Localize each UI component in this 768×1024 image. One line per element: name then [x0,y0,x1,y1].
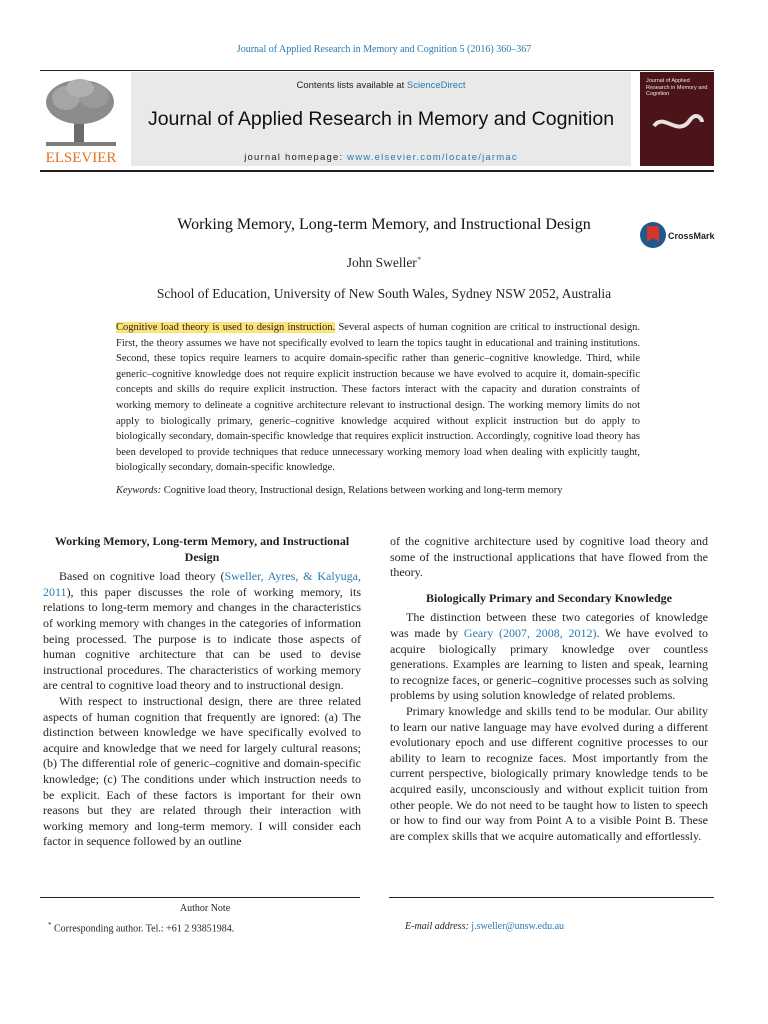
keywords-label: Keywords: [116,485,162,496]
journal-title: Journal of Applied Research in Memory and Cognition [147,108,615,130]
footnote-text: Corresponding author. Tel.: +61 2 93851984. [51,923,235,935]
header-bottom-rule [40,170,714,172]
corresponding-author-mark[interactable]: * [416,255,422,265]
contents-line [131,80,631,91]
author-note-heading: Author Note [179,903,231,914]
footnote-rule-left [40,897,360,898]
homepage-prefix: journal homepage: [244,152,348,163]
crossmark-label: CrossMark [668,231,715,241]
elsevier-tree-icon [40,74,122,166]
header-top-rule [40,70,714,71]
body-right-column [390,534,708,844]
author-affiliation: School of Education, University of New South Wales, Sydney NSW 2052, Australia [156,286,612,301]
article-title: Working Memory, Long-term Memory, and Instructional Design [177,216,591,233]
author-line [0,255,768,271]
abstract [116,320,640,476]
elsevier-wordmark: ELSEVIER [45,150,117,166]
contents-prefix: Contents lists available at [296,80,407,91]
left-paragraph-2: With respect to instructional design, there are three related aspects of human cognition that frequently are ignored: (a) The distinction between knowledge we have specifically evolved to acquire and knowledge that we need for largely cultural reasons; (b) The differential role of generic–cognitive and domain-specific knowledge; (c) The conditions under which instruction needs to be explicit. Each of these factors is important for their own reasons but they are related through their interaction with working memory and long-term memory. I will consider each factor in sequence followed by an outline [43,693,361,849]
cover-title: Journal of Applied Research in Memory and Cognition [646,78,708,97]
body-left-column [43,534,361,850]
section-heading-working-memory: Working Memory, Long-term Memory, and Instructional Design [54,534,350,564]
right-paragraph-1 [390,610,708,704]
right-paragraph-2: Primary knowledge and skills tend to be modular. Our ability to learn our native language may have evolved during a different evolutionary epoch and use different cognitive processes to our ability to learn to recognize faces. Most importantly from the current perspective, biologically primary knowledge tends to be acquired easily, unconsciously and without explicit tuition from other people. We do not need to be taught how to listen to speech or how to find our way from Point A to a visible Point B. These are complex skills that we acquire automatically and effortlessly. [390,703,708,843]
left-p1-text-a: Based on cognitive load theory ( [59,569,225,584]
elsevier-logo[interactable] [40,74,122,166]
left-p1-text-b: ), this paper discusses the role of working memory, its relations to long-term memory and changes in the characteristics of working memory with changes in the categories of information being processed. The purpose is to indicate those aspects of human cognitive architecture that can be used to devise instructional procedures. The characteristics of working memory are central to cognitive load theory and to instructional design. [43,584,361,693]
author-name: John Sweller [346,255,417,270]
journal-citation[interactable]: Journal of Applied Research in Memory and Cognition 5 (2016) 360–367 [236,44,532,55]
footnote-mark: * [48,921,52,929]
journal-homepage [131,152,631,163]
right-p1-text-a: The distinction between these two categories of knowledge was made by [390,610,708,640]
section-heading-primary-secondary: Biologically Primary and Secondary Knowledge [426,590,672,605]
cover-ribbon-icon [650,108,706,138]
reference-link-geary[interactable]: Geary (2007, 2008, 2012) [463,625,597,640]
keywords-list: Cognitive load theory, Instructional design, Relations between working and long-term memory [161,485,563,496]
homepage-link[interactable]: www.elsevier.com/locate/jarmac [347,152,518,163]
email-label: E-mail address: [405,921,469,932]
corresponding-author-footnote [48,921,234,934]
keywords [116,485,656,496]
email-link[interactable]: j.sweller@unsw.edu.au [471,921,565,932]
footnote-rule-right [389,897,714,898]
sciencedirect-link[interactable]: ScienceDirect [406,80,466,91]
right-p1-text-b: . We have evolved to acquire biologically primary knowledge over countless generations. Examples are learning to listen and speak, learning to recognize faces, or generic–cognitive processes such as solving problems by using solution knowledge of related problems. [390,625,708,703]
journal-cover-thumbnail[interactable] [640,72,714,166]
email-footnote [405,921,564,932]
reference-link-sweller[interactable]: Sweller, Ayres, & Kalyuga, 2011 [43,569,361,599]
abstract-highlighted-sentence: Cognitive load theory is used to design instruction. [116,322,336,333]
crossmark-icon [638,219,668,251]
abstract-text: Several aspects of human cognition are critical to instructional design. First, the theory assumes we have not specifically evolved to learn the topics taught in educational and training institutions. Second, these topics require learners to acquire domain-specific rather than generic–cognitive knowledge. Third, while generic–cognitive knowledge does not require explicit instruction because we have evolved to acquire it, domain-specific concepts and skills do require explicit instruction. These factors interact with the capacity and duration constraints of working memory to delineate a cognitive architecture relevant to instructional design. The working memory limits do not apply to biologically primary, generic–cognitive knowledge acquired without explicit instruction but do apply to biologically secondary, domain-specific knowledge that requires explicit instruction. Accordingly, cognitive load theory has been developed to provide techniques that reduce unnecessary working memory load when dealing with explicitly taught, biologically secondary, domain-specific knowledge. [116,322,641,474]
left-paragraph-1 [43,569,361,694]
right-paragraph-0: of the cognitive architecture used by cognitive load theory and some of the instructional applications that have flowed from the theory. [390,534,708,580]
